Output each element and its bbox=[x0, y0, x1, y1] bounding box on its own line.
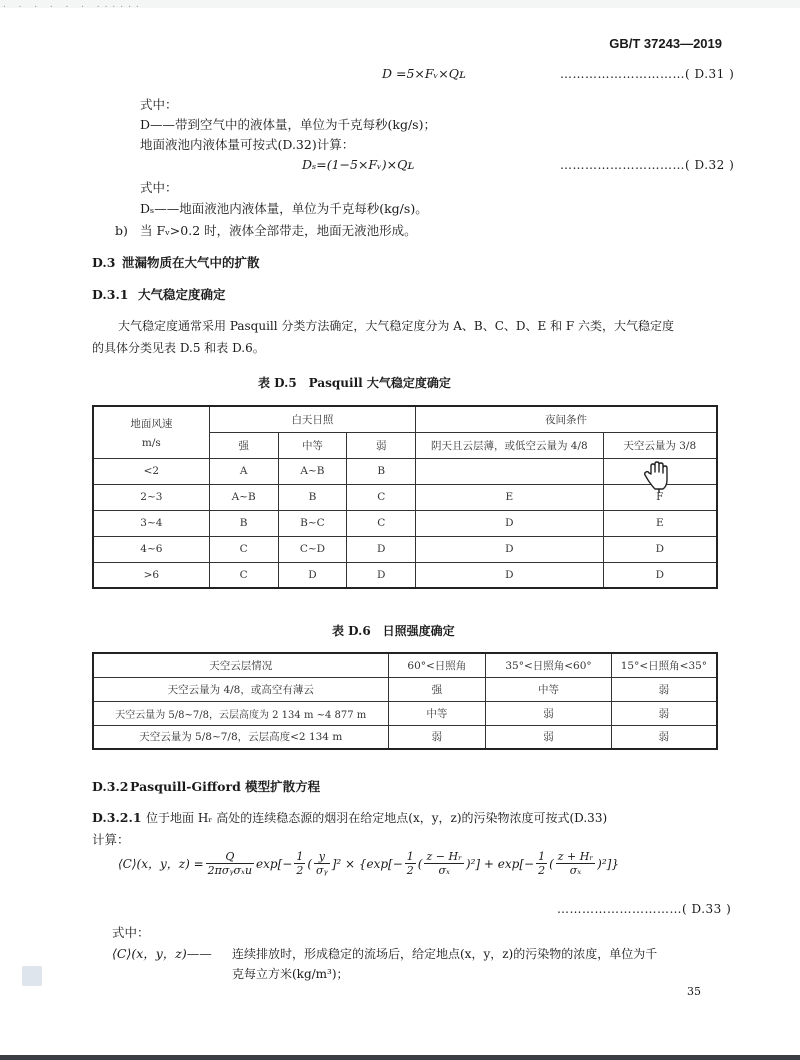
eq-half-num: 1 bbox=[296, 850, 304, 863]
bottom-status-bar bbox=[0, 1055, 800, 1060]
eq-z-plus bbox=[556, 850, 595, 877]
table-row bbox=[93, 725, 717, 749]
side-panel-toggle-icon[interactable] bbox=[22, 966, 42, 986]
table-cell: <2 bbox=[93, 458, 209, 484]
table-row bbox=[93, 562, 717, 588]
equation-d32: Dₛ=(1−5×Fᵥ)×Qʟ bbox=[302, 157, 415, 172]
table-cell: D bbox=[347, 536, 416, 562]
eq-half-den: 2 bbox=[296, 864, 304, 877]
table-cell: 弱 bbox=[388, 725, 486, 749]
eq-half bbox=[405, 850, 416, 877]
table-cell: E bbox=[416, 484, 603, 510]
eq-sigma-z: σₓ bbox=[569, 864, 582, 877]
table-cell: C bbox=[347, 510, 416, 536]
table-d5-caption: 表 D.5 Pasquill 大气稳定度确定 bbox=[258, 376, 451, 390]
eq-fraction bbox=[206, 850, 254, 877]
table-header-row bbox=[93, 653, 717, 677]
table-cell: B bbox=[278, 484, 347, 510]
eq-sigma-y: σᵧ bbox=[316, 864, 328, 877]
table-cell: B bbox=[347, 458, 416, 484]
subheader-cell: 中等 bbox=[278, 432, 347, 458]
header-night: 夜间条件 bbox=[416, 406, 717, 432]
item-b-text: 当 Fᵥ>0.2 时，液体全部带走，地面无液池形成。 bbox=[140, 223, 417, 238]
table-cell: A~B bbox=[209, 484, 278, 510]
table-cell: F bbox=[603, 484, 717, 510]
eq-z-minus-h: z − Hᵣ bbox=[426, 850, 462, 863]
section-number-d3: D.3 bbox=[92, 255, 116, 270]
table-cell: 天空云量为 5/8~7/8，云层高度为 2 134 m ~4 877 m bbox=[93, 701, 388, 725]
section-title-d31: 大气稳定度确定 bbox=[138, 287, 226, 302]
table-cell bbox=[416, 458, 603, 484]
table-cell: C bbox=[209, 536, 278, 562]
eq-half-num: 1 bbox=[406, 850, 414, 863]
table-cell: D bbox=[603, 536, 717, 562]
table-cell: B~C bbox=[278, 510, 347, 536]
eq-frac-numerator: Q bbox=[206, 850, 254, 864]
toolbar-dots: · · · · · · ······ bbox=[2, 2, 143, 11]
clause-text-line: 位于地面 Hᵣ 高处的连续稳态源的烟羽在给定地点(x，y，z)的污染物浓度可按式(D.33) bbox=[146, 811, 608, 825]
table-cell: D bbox=[416, 510, 603, 536]
eq-half bbox=[536, 850, 547, 877]
table-cell: 弱 bbox=[611, 701, 717, 725]
table-cell: D bbox=[416, 562, 603, 588]
header-wind-unit: m/s bbox=[141, 436, 161, 449]
eq-paren: ( bbox=[549, 856, 554, 871]
table-row bbox=[93, 701, 717, 725]
paragraph-line: 大气稳定度通常采用 Pasquill 分类方法确定，大气稳定度分为 A、B、C、D、E 和 F 六类，大气稳定度 bbox=[118, 319, 675, 333]
definition-ds: Dₛ——地面液池内液体量，单位为千克每秒(kg/s)。 bbox=[140, 201, 428, 216]
subheader-cell: 天空云量为 3/8 bbox=[603, 432, 717, 458]
eq-z-plus-h: z + Hᵣ bbox=[557, 850, 594, 863]
definition-c-line: 克每立方米(kg/m³)； bbox=[232, 967, 349, 981]
table-cell: B bbox=[209, 510, 278, 536]
section-title-d3: 泄漏物质在大气中的扩散 bbox=[122, 255, 260, 270]
eq-z-minus bbox=[424, 850, 463, 877]
table-cell: 4~6 bbox=[93, 536, 209, 562]
definition-c-symbol: ⟨C⟩(x，y，z)—— bbox=[112, 946, 212, 961]
table-cell: E bbox=[603, 510, 717, 536]
table-cell: 中等 bbox=[388, 701, 486, 725]
table-cell: 弱 bbox=[486, 701, 612, 725]
subheader-cell: 阴天且云层薄，或低空云量为 4/8 bbox=[416, 432, 603, 458]
eq-sigma-z: σₓ bbox=[438, 864, 450, 877]
header-daytime: 白天日照 bbox=[209, 406, 415, 432]
table-header-row bbox=[93, 406, 717, 432]
page-number: 35 bbox=[687, 985, 701, 998]
where-label: 式中： bbox=[112, 925, 150, 940]
equation-d31: D =5×Fᵥ×Qʟ bbox=[382, 66, 466, 81]
subheader-cell: 强 bbox=[209, 432, 278, 458]
eq-paren: ( bbox=[417, 856, 423, 871]
table-cell: D bbox=[278, 562, 347, 588]
eq-half bbox=[294, 850, 305, 877]
table-row bbox=[93, 536, 717, 562]
table-cell: 弱 bbox=[486, 725, 612, 749]
table-cell: D bbox=[603, 562, 717, 588]
table-cell: 天空云量为 5/8~7/8，云层高度<2 134 m bbox=[93, 725, 388, 749]
eq-half-den: 2 bbox=[406, 864, 414, 877]
table-cell: D bbox=[347, 562, 416, 588]
table-cell: A~B bbox=[278, 458, 347, 484]
equation-d33 bbox=[118, 850, 619, 877]
table-cell: C bbox=[209, 562, 278, 588]
eq-half-num: 1 bbox=[538, 850, 546, 863]
definition-c-line: 连续排放时，形成稳定的流场后，给定地点(x，y，z)的污染物的浓度，单位为千 bbox=[232, 947, 658, 961]
subheader-cell: 弱 bbox=[347, 432, 416, 458]
table-d5 bbox=[92, 405, 718, 589]
equation-number-d33: …………………………( D.33 ) bbox=[557, 902, 732, 916]
table-row bbox=[93, 484, 717, 510]
equation-number-d32: …………………………( D.32 ) bbox=[560, 158, 735, 172]
header-cell: 35°<日照角<60° bbox=[486, 653, 612, 677]
table-row bbox=[93, 510, 717, 536]
table-cell: 2~3 bbox=[93, 484, 209, 510]
eq-lhs: ⟨C⟩(x，y，z) = bbox=[118, 857, 204, 871]
eq-y: y bbox=[314, 850, 330, 864]
clause-number-d321: D.3.2.1 bbox=[92, 810, 142, 825]
section-number-d32: D.3.2 bbox=[92, 779, 129, 794]
section-number-d31: D.3.1 bbox=[92, 287, 129, 302]
header-cell: 15°<日照角<35° bbox=[611, 653, 717, 677]
hand-pointer-cursor-icon bbox=[642, 460, 674, 494]
where-label: 式中： bbox=[140, 180, 178, 195]
where-label: 式中： bbox=[140, 97, 178, 112]
table-cell: D bbox=[416, 536, 603, 562]
header-cell: 天空云层情况 bbox=[93, 653, 388, 677]
ground-pool-intro: 地面液池内液体量可按式(D.32)计算： bbox=[140, 137, 355, 152]
equation-number-d31: …………………………( D.31 ) bbox=[560, 67, 735, 81]
header-wind-speed bbox=[93, 406, 209, 458]
header-cell: 60°<日照角 bbox=[388, 653, 486, 677]
clause-text-line: 计算： bbox=[92, 832, 130, 847]
table-cell: 强 bbox=[388, 677, 486, 701]
definition-d: D——带到空气中的液体量，单位为千克每秒(kg/s)； bbox=[140, 117, 436, 132]
table-row bbox=[93, 458, 717, 484]
paragraph-line: 的具体分类见表 D.5 和表 D.6。 bbox=[92, 341, 265, 355]
eq-y-sigma bbox=[314, 850, 330, 877]
table-d6 bbox=[92, 652, 718, 750]
eq-mid: ]² × {exp[− bbox=[331, 856, 403, 871]
eq-frac-denominator: 2πσᵧσₓu bbox=[207, 864, 253, 877]
table-cell: 天空云量为 4/8，或高空有薄云 bbox=[93, 677, 388, 701]
eq-plus: )²] + exp[− bbox=[465, 856, 535, 871]
table-cell: >6 bbox=[93, 562, 209, 588]
item-b-label: b) bbox=[115, 223, 128, 238]
table-cell: C~D bbox=[278, 536, 347, 562]
header-wind-label: 地面风速 bbox=[130, 417, 173, 430]
table-d6-caption: 表 D.6 日照强度确定 bbox=[332, 624, 455, 638]
eq-half-den: 2 bbox=[538, 864, 546, 877]
eq-exp-1: exp[− bbox=[256, 856, 293, 871]
table-row bbox=[93, 677, 717, 701]
section-title-d32: Pasquill-Gifford 模型扩散方程 bbox=[130, 779, 321, 794]
table-cell: 3~4 bbox=[93, 510, 209, 536]
table-cell: A bbox=[209, 458, 278, 484]
table-cell: 弱 bbox=[611, 725, 717, 749]
standard-code-header: GB/T 37243—2019 bbox=[609, 36, 722, 51]
table-cell: 弱 bbox=[611, 677, 717, 701]
table-cell: 中等 bbox=[486, 677, 612, 701]
eq-paren: ( bbox=[307, 856, 313, 871]
eq-end: )²]} bbox=[597, 856, 619, 871]
table-cell: C bbox=[347, 484, 416, 510]
